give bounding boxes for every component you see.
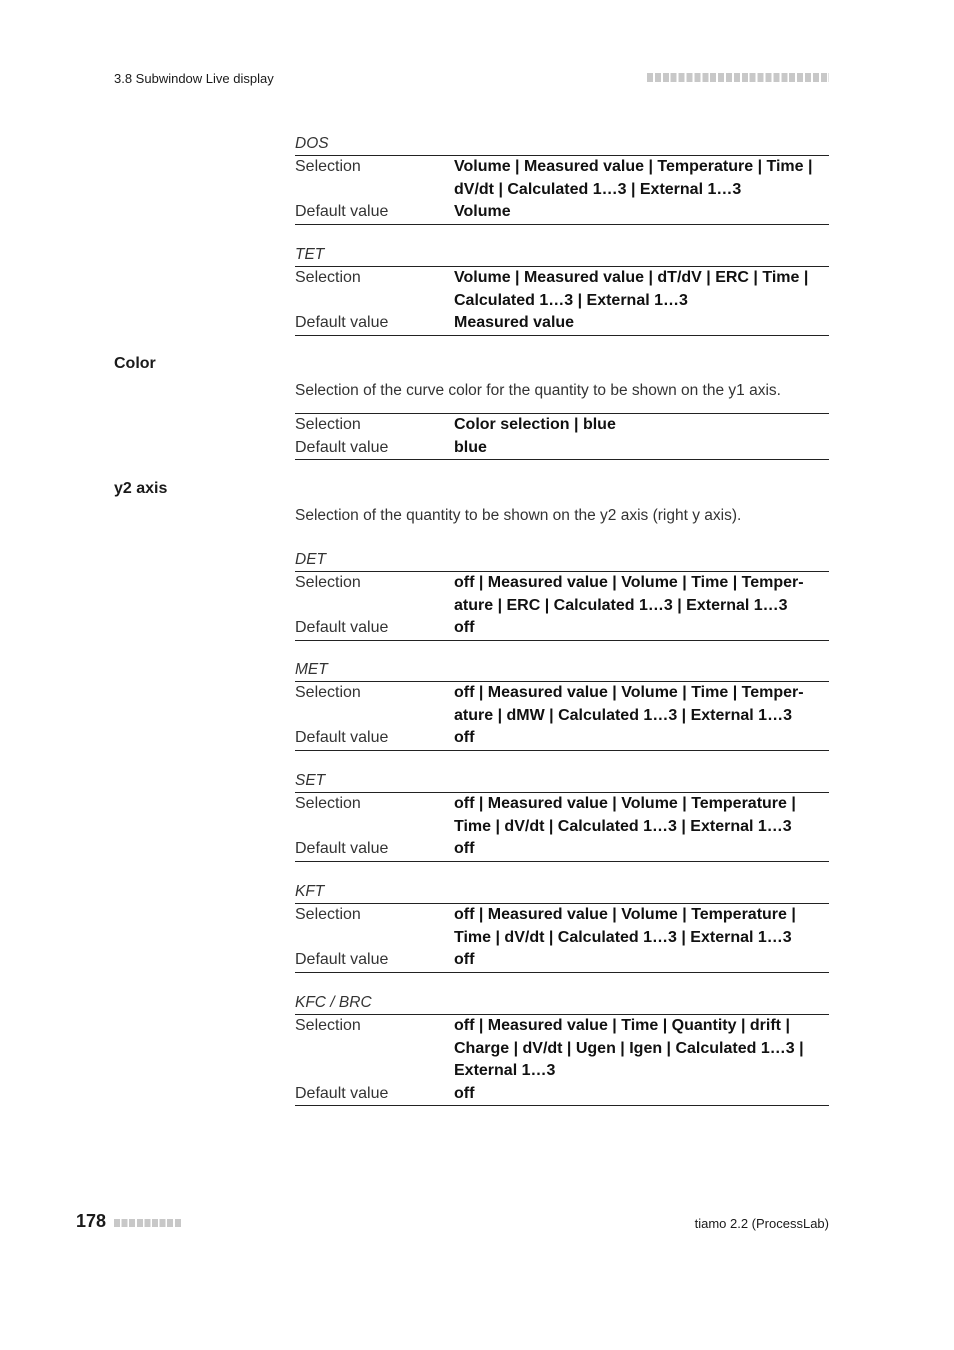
default-label: Default value	[295, 619, 389, 636]
footer-dots-decoration	[114, 1219, 182, 1227]
param-table	[295, 571, 829, 641]
default-value: off	[454, 1084, 475, 1102]
selection-label: Selection	[295, 906, 361, 923]
param-block-set	[295, 769, 829, 862]
default-label: Default value	[295, 438, 389, 456]
y2-description: Selection of the quantity to be shown on the y2 axis (right y axis).	[295, 507, 742, 524]
selection-label: Selection	[295, 574, 361, 591]
selection-label: Selection	[295, 158, 361, 175]
selection-value: off | Measured value | Volume | Time | Temper-ature | dMW | Calculated 1…3 | External 1…3	[454, 684, 804, 724]
param-block-tet	[295, 243, 829, 336]
mode-label: SET	[295, 772, 326, 789]
default-value: off	[454, 951, 475, 968]
mode-label: KFC / BRC	[295, 994, 372, 1011]
running-header: 3.8 Subwindow Live display	[114, 71, 274, 86]
default-value: off	[454, 729, 475, 746]
param-block-met	[295, 658, 829, 751]
param-table	[295, 155, 829, 225]
section-title-y2-axis: y2 axis	[114, 480, 168, 497]
param-table	[295, 1014, 829, 1106]
selection-label: Selection	[295, 1017, 361, 1034]
default-value: blue	[454, 438, 487, 456]
selection-value: Color selection | blue	[454, 416, 616, 433]
param-block-det	[295, 548, 829, 641]
selection-label: Selection	[295, 684, 361, 701]
param-block-kft	[295, 880, 829, 973]
selection-label: Selection	[295, 416, 361, 433]
param-table	[295, 266, 829, 336]
default-value: Measured value	[454, 314, 575, 331]
default-label: Default value	[295, 1084, 389, 1102]
color-description: Selection of the curve color for the quantity to be shown on the y1 axis.	[295, 382, 781, 399]
param-block-kfc-brc	[295, 991, 829, 1106]
selection-value: Volume | Measured value | dT/dV | ERC | Time | Calculated 1…3 | External 1…3	[454, 269, 809, 309]
selection-value: off | Measured value | Volume | Temperature | Time | dV/dt | Calculated 1…3 | External 1…3	[454, 795, 796, 835]
selection-value: off | Measured value | Volume | Temperature | Time | dV/dt | Calculated 1…3 | External 1…3	[454, 906, 796, 946]
mode-label: DET	[295, 551, 326, 568]
param-table	[295, 792, 829, 862]
selection-value: off | Measured value | Volume | Time | Temper-ature | ERC | Calculated 1…3 | External 1…3	[454, 574, 804, 614]
page-number: 178	[76, 1211, 107, 1231]
mode-label: KFT	[295, 883, 325, 900]
mode-label: TET	[295, 246, 325, 263]
default-label: Default value	[295, 203, 389, 220]
param-table	[295, 903, 829, 973]
default-label: Default value	[295, 314, 389, 331]
header-dots-decoration	[647, 73, 829, 82]
default-value: Volume	[454, 203, 511, 220]
param-table	[295, 413, 829, 460]
selection-label: Selection	[295, 269, 361, 286]
mode-label: MET	[295, 661, 328, 678]
product-name: tiamo 2.2 (ProcessLab)	[694, 1216, 829, 1231]
param-block-dos	[295, 132, 829, 225]
selection-value: off | Measured value | Time | Quantity | drift | Charge | dV/dt | Ugen | Igen | Calculated 1…3 | External 1…3	[454, 1017, 804, 1079]
default-label: Default value	[295, 729, 389, 746]
param-table	[295, 681, 829, 751]
param-block-color	[295, 413, 829, 460]
selection-value: Volume | Measured value | Temperature | Time | dV/dt | Calculated 1…3 | External 1…3	[454, 158, 813, 198]
default-value: off	[454, 619, 475, 636]
default-label: Default value	[295, 840, 389, 857]
section-title-color: Color	[114, 355, 156, 372]
default-value: off	[454, 840, 475, 857]
selection-label: Selection	[295, 795, 361, 812]
default-label: Default value	[295, 951, 389, 968]
mode-label: DOS	[295, 135, 329, 152]
